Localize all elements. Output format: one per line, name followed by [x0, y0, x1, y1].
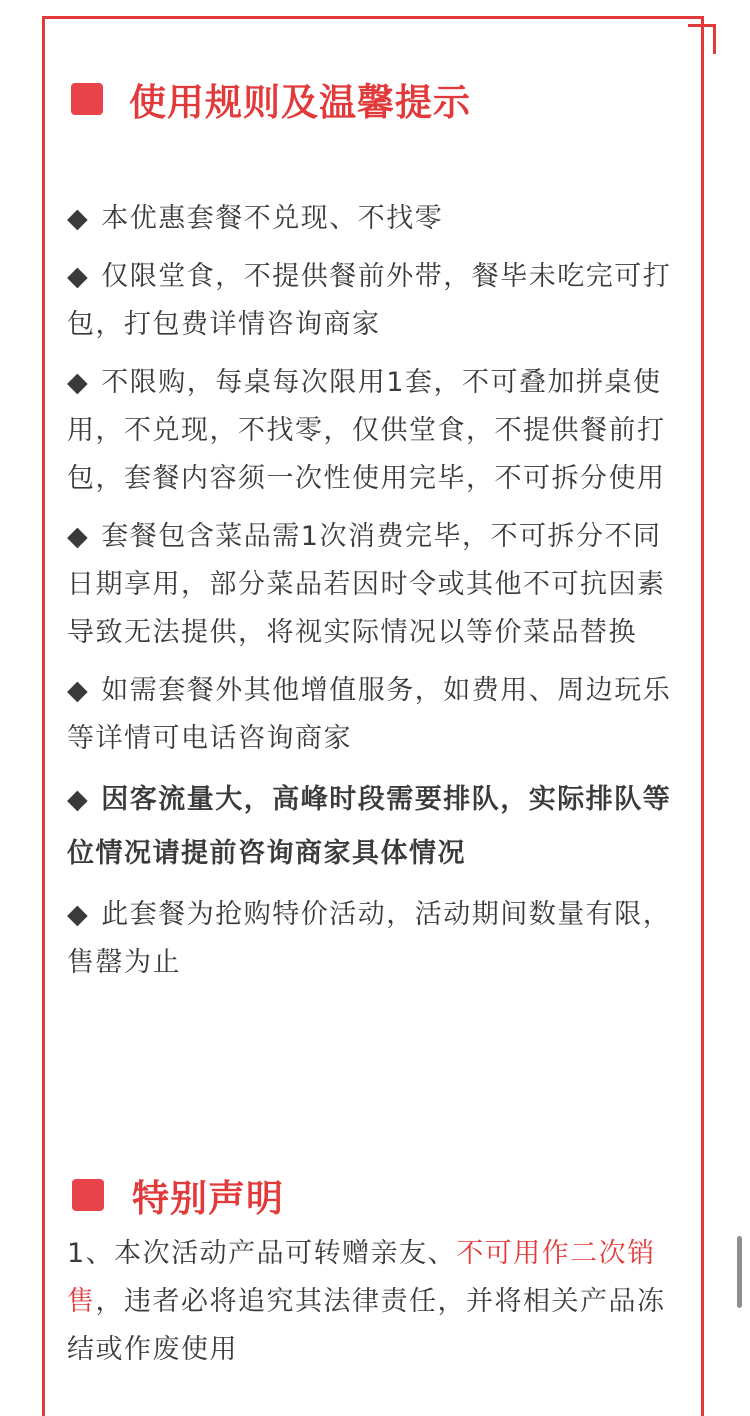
rule-text: 本优惠套餐不兑现、不找零 [101, 203, 444, 234]
rule-item [67, 891, 685, 987]
diamond-bullet-icon: ◆ [67, 261, 90, 292]
diamond-bullet-icon: ◆ [67, 367, 90, 398]
rule-item [67, 253, 685, 349]
rule-item [67, 195, 685, 243]
rule-text: 因客流量大，高峰时段需要排队，实际排队等位情况请提前咨询商家具体情况 [67, 784, 672, 869]
rule-text: 套餐包含菜品需1次消费完毕，不可拆分不同日期享用，部分菜品若因时令或其他不可抗因素导致无法提供，将视实际情况以等价菜品替换 [67, 521, 666, 648]
rule-item [67, 359, 685, 503]
rule-text: 不限购，每桌每次限用1套，不可叠加拼桌使用，不兑现，不找零，仅供堂食，不提供餐前打包，套餐内容须一次性使用完毕，不可拆分使用 [67, 367, 666, 494]
statement-text-suffix: ，违者必将追究其法律责任，并将相关产品冻结或作废使用 [67, 1286, 666, 1365]
statement-heading [72, 1168, 284, 1222]
diamond-bullet-icon: ◆ [67, 784, 90, 815]
scrollbar-thumb[interactable] [737, 1236, 742, 1308]
rule-text: 此套餐为抢购特价活动，活动期间数量有限，售罄为止 [67, 899, 672, 978]
statement-highlight: 不可用作二次销售 [67, 1238, 656, 1317]
square-bullet-icon [71, 83, 103, 115]
statement-paragraph [67, 1230, 685, 1374]
rules-title: 使用规则及温馨提示 [129, 81, 471, 124]
square-bullet-icon [72, 1179, 104, 1211]
rule-item-emphasized [67, 773, 685, 881]
statement-title: 特别声明 [132, 1177, 284, 1220]
diamond-bullet-icon: ◆ [67, 203, 90, 234]
corner-bracket-decoration [688, 24, 716, 54]
rule-text: 仅限堂食，不提供餐前外带，餐毕未吃完可打包，打包费详情咨询商家 [67, 261, 672, 340]
rule-text: 如需套餐外其他增值服务，如费用、周边玩乐等详情可电话咨询商家 [67, 675, 672, 754]
rules-heading [71, 72, 471, 126]
statement-text-prefix: 1、本次活动产品可转赠亲友、 [67, 1238, 457, 1269]
rule-item [67, 667, 685, 763]
rules-list [67, 195, 685, 997]
diamond-bullet-icon: ◆ [67, 521, 90, 552]
rule-item [67, 513, 685, 657]
diamond-bullet-icon: ◆ [67, 899, 90, 930]
diamond-bullet-icon: ◆ [67, 675, 90, 706]
